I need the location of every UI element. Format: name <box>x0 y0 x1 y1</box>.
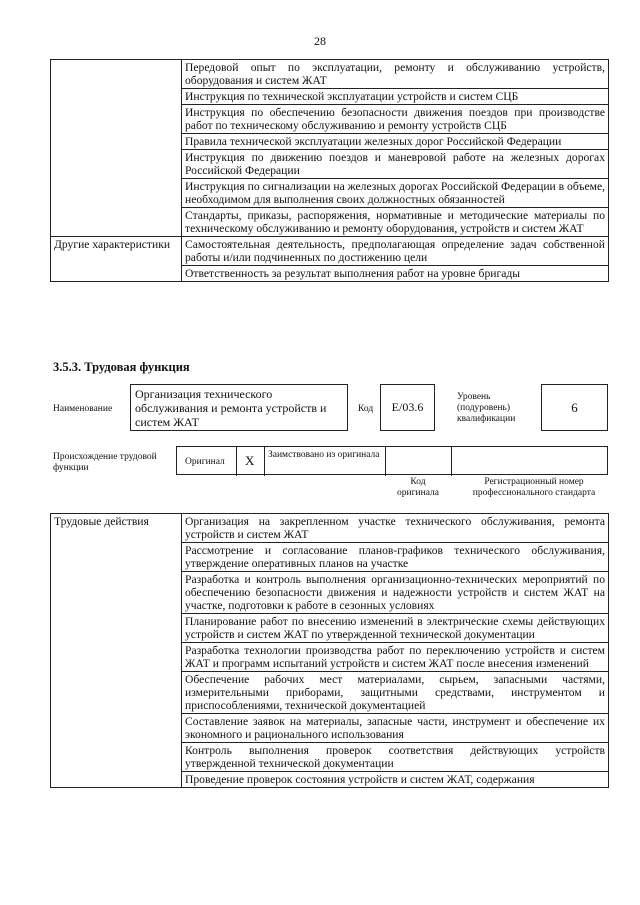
table-cell: Инструкция по обеспечению безопасности движения поездов при производстве работ по техническому обслуживанию и ремонту устройств СЦБ <box>182 105 609 134</box>
original-cell <box>177 447 237 476</box>
table-row <box>51 237 609 266</box>
row-label-other: Другие характеристики <box>51 237 182 282</box>
borrowed-cell <box>265 447 386 476</box>
borrowed-label: Заимствовано из оригинала <box>268 450 380 460</box>
table-cell: Проведение проверок состояния устройств и систем ЖАТ, содержания <box>182 772 609 788</box>
table-cell: Обеспечение рабочих мест материалами, сырьем, запасными частями, измерительными приборами, защитными средствами, инструментом и приспособлениями, технической документацией <box>182 672 609 714</box>
function-code: E/03.6 <box>380 384 435 431</box>
reg-number-caption: Регистрационный номер профессионального стандарта <box>472 477 596 498</box>
section-heading: 3.5.3. Трудовая функция <box>53 360 190 374</box>
function-name: Организация технического обслуживания и ремонта устройств и систем ЖАТ <box>130 384 348 431</box>
table-cell: Инструкция по технической эксплуатации устройств и систем СЦБ <box>182 89 609 105</box>
row-label-actions: Трудовые действия <box>51 514 182 788</box>
reg-number-cell <box>452 447 609 476</box>
table-cell: Инструкция по сигнализации на железных дорогах Российской Федерации в объеме, необходимом для выполнения своих должностных обязанностей <box>182 179 609 208</box>
original-mark: X <box>245 453 255 468</box>
table-cell: Планирование работ по внесению изменений в электрические схемы действующих устройств и систем ЖАТ по утвержденной технической документации <box>182 614 609 643</box>
table-row <box>51 60 609 89</box>
page-number: 28 <box>314 34 326 48</box>
table-cell: Контроль выполнения проверок соответствия действующих устройств утвержденной технической документации <box>182 743 609 772</box>
table-cell: Ответственность за результат выполнения работ на уровне бригады <box>182 266 609 282</box>
table-cell: Организация на закрепленном участке технического обслуживания, ремонта устройств и систем ЖАТ <box>182 514 609 543</box>
table-cell: Составление заявок на материалы, запасные части, инструмент и обеспечение их экономного и рационального использования <box>182 714 609 743</box>
table-cell: Разработка технологии производства работ по переключению устройств и систем ЖАТ и программ испытаний устройств и систем ЖАТ после внесения изменений <box>182 643 609 672</box>
table-cell: Инструкция по движению поездов и маневровой работе на железных дорогах Российской Федерации <box>182 150 609 179</box>
table-cell: Стандарты, приказы, распоряжения, нормативные и методические материалы по техническому обслуживанию и ремонту оборудования, устройств и систем ЖАТ <box>182 208 609 237</box>
table-cell: Передовой опыт по эксплуатации, ремонту и обслуживанию устройств, оборудования и систем ЖАТ <box>182 60 609 89</box>
table-cell: Правила технической эксплуатации железных дорог Российской Федерации <box>182 134 609 150</box>
table-row <box>51 514 609 543</box>
original-code-cell <box>386 447 452 476</box>
level-label: Уровень (подуровень) квалификации <box>457 392 516 424</box>
origin-label: Происхождение трудовой функции <box>53 452 157 473</box>
original-mark-cell <box>237 447 265 476</box>
row-label <box>51 60 182 237</box>
name-label: Наименование <box>53 404 113 414</box>
labor-actions-table <box>50 513 609 788</box>
table-cell: Самостоятельная деятельность, предполагающая определение задач собственной работы и/или подчиненных по достижению цели <box>182 237 609 266</box>
table-cell: Рассмотрение и согласование планов-графиков технического обслуживания, утверждение оперативных планов на участке <box>182 543 609 572</box>
knowledge-table <box>50 59 609 282</box>
origin-row <box>176 446 608 475</box>
original-code-caption: Код оригинала <box>397 477 439 498</box>
code-label: Код <box>358 404 374 414</box>
table-cell: Разработка и контроль выполнения организационно-технических мероприятий по обеспечению безопасности движения и надежности устройств и систем ЖАТ на участке, подготовки к работе в сезонных условиях <box>182 572 609 614</box>
qualification-level: 6 <box>541 384 608 431</box>
original-label: Оригинал <box>185 457 225 467</box>
